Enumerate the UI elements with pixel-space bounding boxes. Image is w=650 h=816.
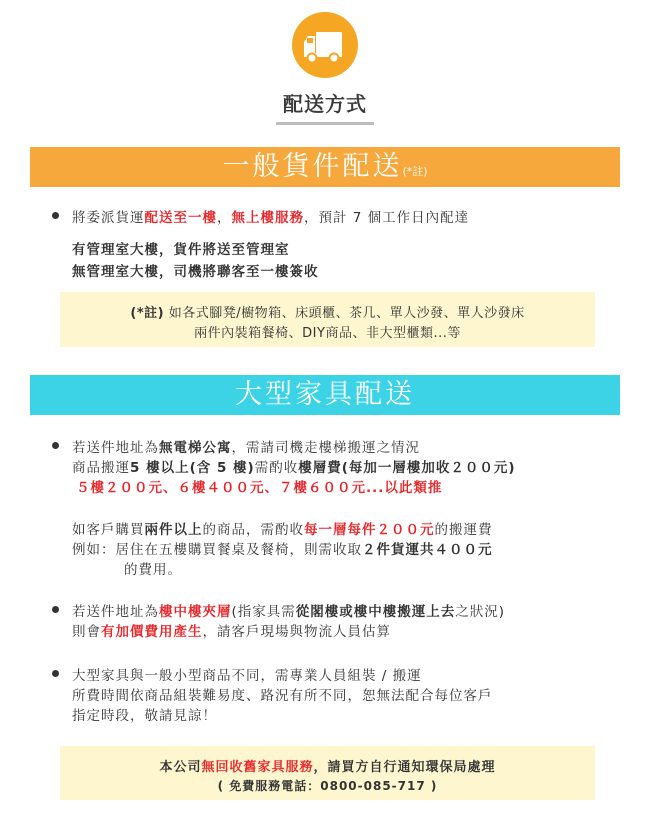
- highlight-two-items: 兩件以上: [144, 522, 203, 538]
- bullet-dot: [52, 670, 59, 677]
- highlight-mezzanine: 樓中樓夾層: [159, 604, 232, 620]
- furniture-b3-line2: 所費時間依商品組裝難易度、路況有所不同，恕無法配合每位客戶: [72, 688, 493, 704]
- furniture-b1-line6: 的費用。: [124, 562, 182, 578]
- text-segment: 則會: [72, 624, 101, 640]
- text-segment: ，: [217, 210, 232, 226]
- furniture-b2-line2: [72, 620, 391, 640]
- text-segment: 將委派貨運: [72, 210, 145, 226]
- general-delivery-title: 一般貨件配送: [222, 151, 403, 182]
- furniture-floor-fee-examples: ５樓２００元、６樓４００元、７樓６００元...以此類推: [76, 480, 443, 496]
- highlight-floor-fee: 樓層費(每加一層樓加收２００元): [298, 460, 516, 476]
- text-segment: 若送件地址為: [72, 440, 159, 456]
- highlight-first-floor: 配送至一樓: [144, 210, 217, 226]
- furniture-b1-line1: [72, 436, 420, 456]
- title-underline: [276, 122, 374, 125]
- furniture-b1-line5: [72, 538, 493, 558]
- bullet-dot: [52, 442, 59, 449]
- text-segment: ，請買方自行通知環保局處理: [313, 760, 496, 775]
- page-title: 配送方式: [283, 92, 367, 116]
- highlight-no-recycling: 無回收舊家具服務: [201, 760, 314, 775]
- text-segment: 如客戶購買: [72, 522, 145, 538]
- general-bullet-line: [72, 206, 469, 226]
- text-segment: 如各式腳凳/櫥物箱、床頭櫃、茶几、單人沙發、單人沙發床: [164, 306, 525, 321]
- furniture-b3-line1: 大型家具與一般小型商品不同，需專業人員組裝 / 搬運: [72, 668, 422, 684]
- furniture-delivery-banner: [30, 375, 620, 415]
- text-segment: ，需請司機走樓梯搬運之情況: [231, 440, 420, 456]
- highlight-per-item-fee: 每一層每件２００元: [304, 522, 435, 538]
- text-segment: 本公司: [159, 760, 202, 775]
- bullet-dot: [52, 606, 59, 613]
- text-segment: 之狀況): [455, 604, 506, 620]
- furniture-delivery-title: 大型家具配送: [235, 379, 415, 410]
- note-label: (*註): [130, 306, 165, 321]
- furniture-b2-line1: [72, 600, 505, 620]
- highlight-floor-threshold: 5 樓以上(含 5 樓): [130, 460, 255, 476]
- text-segment: 的搬運費: [434, 522, 493, 538]
- service-hotline: ( 免費服務電話：0800-085-717 ): [217, 779, 438, 793]
- text-segment: 的商品，需酌收: [202, 522, 304, 538]
- bullet-dot: [52, 212, 59, 219]
- text-segment: 商品搬運: [72, 460, 130, 476]
- highlight-example-total: ２件貨運共４００元: [362, 542, 493, 558]
- text-segment: (指家具需: [231, 604, 296, 620]
- note-line-2: 兩件內裝箱餐椅、DIY商品、非大型櫃類...等: [194, 326, 461, 341]
- text-segment: 需酌收: [254, 460, 299, 476]
- highlight-loft-carry: 從閣樓或樓中樓搬運上去: [295, 604, 456, 620]
- highlight-no-upstairs: 無上樓服務: [231, 210, 304, 226]
- recycling-notice: [60, 756, 595, 775]
- truck-icon: [292, 12, 358, 78]
- highlight-extra-charge: 有加價費用產生: [101, 624, 203, 640]
- recycling-notice-box: [60, 746, 595, 800]
- text-segment: ，請客戶現場與物流人員估算: [202, 624, 391, 640]
- furniture-b1-line4: [72, 518, 493, 538]
- text-segment: ，預計 7 個工作日內配達: [304, 210, 470, 226]
- note-line-1: [60, 302, 595, 321]
- general-sub-unmanaged: 無管理室大樓，司機將聯客至一樓簽收: [72, 264, 319, 280]
- highlight-no-elevator: 無電梯公寓: [159, 440, 232, 456]
- truck-icon-badge: [292, 12, 358, 78]
- text-segment: 例如：居住在五樓購買餐桌及餐椅，則需收取: [72, 542, 362, 558]
- general-note-box: [60, 292, 595, 347]
- text-segment: 若送件地址為: [72, 604, 159, 620]
- general-delivery-note-mark: (*註): [402, 165, 428, 178]
- general-delivery-banner: [30, 147, 620, 187]
- general-sub-managed: 有管理室大樓，貨件將送至管理室: [72, 242, 290, 258]
- furniture-b1-line2: [72, 456, 516, 476]
- furniture-b3-line3: 指定時段，敬請見諒！: [72, 708, 217, 724]
